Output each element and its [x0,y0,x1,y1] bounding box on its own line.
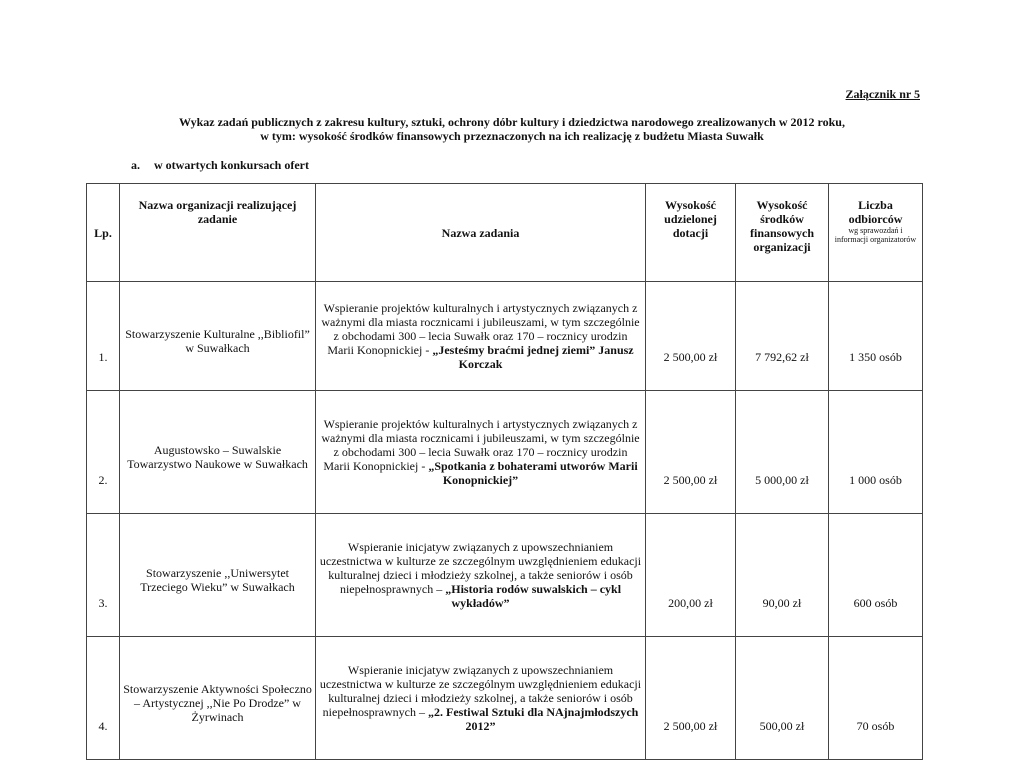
task-text: Wspieranie inicjatyw związanych z upowszechnianiem uczestnictwa w kulturze ze szczególnym uwzględnieniem edukacji kulturalnej dzieci i młodzieży szkolnej, a także seniorów i osób niepełnosprawnych – [319,663,642,719]
task-text: Wspieranie projektów kulturalnych i artystycznych związanych z ważnymi dla miasta rocznicami i jubileuszami, w tym szczególnie z obchodami 300 – lecia Suwałk oraz 170 – rocznicy urodzin Marii Konopnickiej - [321,417,640,473]
cell-grant: 2 500,00 zł [646,637,736,760]
cell-org: Stowarzyszenie ,,Uniwersytet Trzeciego Wieku” w Suwałkach [120,514,316,637]
title-line-1: Wykaz zadań publicznych z zakresu kultury, sztuki, ochrony dóbr kultury i dziedzictwa narodowego zrealizowanych w 2012 roku, [179,115,845,129]
cell-lp: 2. [87,391,120,514]
table-row [87,637,923,760]
table-row [87,282,923,391]
task-title: „Jesteśmy braćmi jednej ziemi” Janusz Korczak [432,343,634,371]
cell-lp: 3. [87,514,120,637]
cell-lp: 1. [87,282,120,391]
cell-recipients: 70 osób [829,637,923,760]
cell-org: Augustowsko – Suwalskie Towarzystwo Naukowe w Suwałkach [120,391,316,514]
section-marker: a. [131,158,140,172]
table-row [87,514,923,637]
header-recipients [829,184,923,282]
header-recipients-label: Liczba odbiorców [848,198,903,226]
cell-task [316,391,646,514]
section-heading [131,158,309,173]
table-header-row [87,184,923,282]
tasks-table [86,183,923,760]
header-recipients-note: wg sprawozdań i informacji organizatorów [834,226,917,244]
cell-lp: 4. [87,637,120,760]
title-line-2: w tym: wysokość środków finansowych przeznaczonych na ich realizację z budżetu Miasta Suwałk [260,129,764,143]
header-own-funds: Wysokość środków finansowych organizacji [736,184,829,282]
cell-org: Stowarzyszenie Kulturalne ,,Bibliofil” w Suwałkach [120,282,316,391]
header-task: Nazwa zadania [316,184,646,282]
annex-label: Załącznik nr 5 [845,87,920,101]
cell-task [316,637,646,760]
cell-recipients: 1 000 osób [829,391,923,514]
cell-own-funds: 90,00 zł [736,514,829,637]
header-grant: Wysokość udzielonej dotacji [646,184,736,282]
table-row [87,391,923,514]
cell-own-funds: 500,00 zł [736,637,829,760]
cell-grant: 200,00 zł [646,514,736,637]
cell-recipients: 1 350 osób [829,282,923,391]
cell-own-funds: 5 000,00 zł [736,391,829,514]
task-title: „Historia rodów suwalskich – cykl wykładów” [445,582,622,610]
header-org: Nazwa organizacji realizującej zadanie [120,184,316,282]
cell-org: Stowarzyszenie Aktywności Społeczno – Artystycznej ,,Nie Po Drodze” w Żyrwinach [120,637,316,760]
section-label: w otwartych konkursach ofert [154,158,309,172]
header-lp: Lp. [87,184,120,282]
task-title: „Spotkania z bohaterami utworów Marii Konopnickiej” [428,459,638,487]
cell-task [316,514,646,637]
task-title: „2. Festiwal Sztuki dla NAjnajmłodszych 2012” [427,705,639,733]
cell-grant: 2 500,00 zł [646,391,736,514]
cell-recipients: 600 osób [829,514,923,637]
cell-own-funds: 7 792,62 zł [736,282,829,391]
cell-grant: 2 500,00 zł [646,282,736,391]
cell-task [316,282,646,391]
task-text: Wspieranie inicjatyw związanych z upowszechnianiem uczestnictwa w kulturze ze szczególnym uwzględnieniem edukacji kulturalnej dzieci i młodzieży szkolnej, a także seniorów i osób niepełnosprawnych – [319,540,642,596]
document-title [100,115,924,143]
task-text: Wspieranie projektów kulturalnych i artystycznych związanych z ważnymi dla miasta rocznicami i jubileuszami, w tym szczególnie z obchodami 300 – lecia Suwałk oraz 170 – rocznicy urodzin Marii Konopnickiej - [321,301,640,357]
